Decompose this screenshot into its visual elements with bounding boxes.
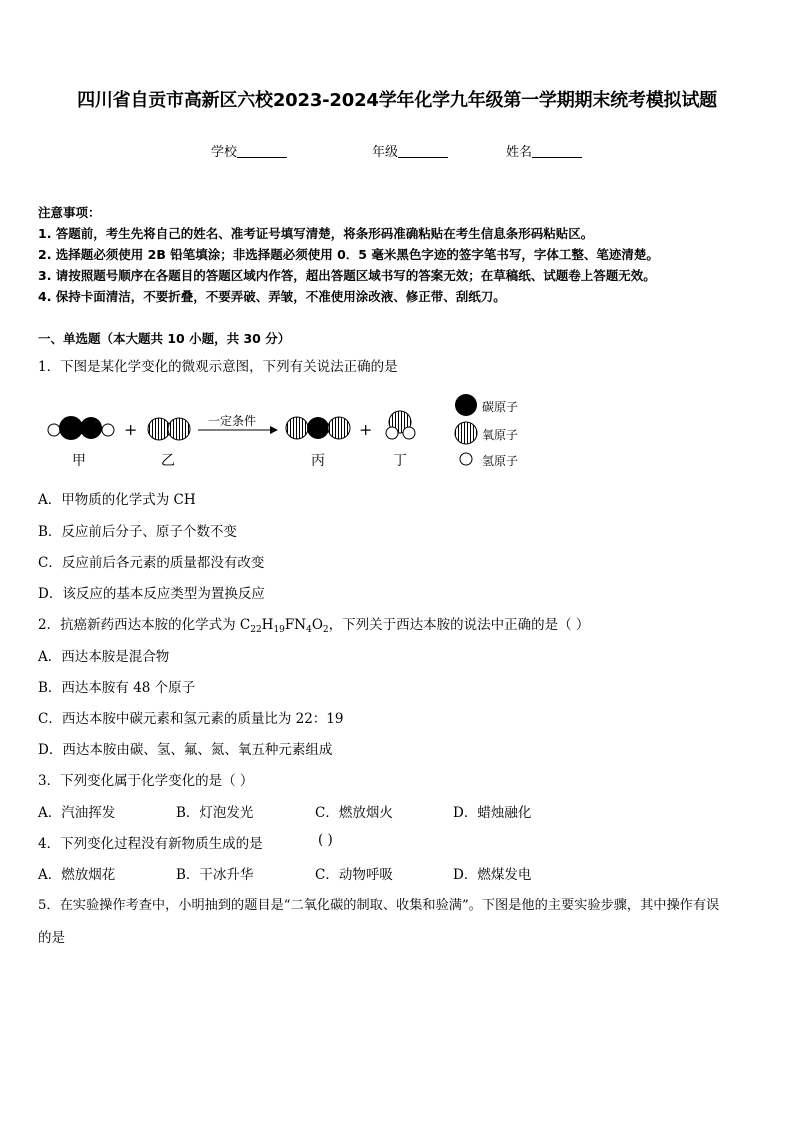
plus-sign-1: + <box>124 420 138 439</box>
q2-option-a: A．西达本胺是混合物 <box>38 649 170 665</box>
notes-heading: 注意事项： <box>38 205 101 220</box>
q2-option-d: D．西达本胺由碳、氢、氟、氮、氧五种元素组成 <box>38 742 333 758</box>
q2-stem-pre: 2．抗癌新药西达本胺的化学式为 C <box>38 617 251 633</box>
note-item: 3. 请按照题号顺序在各题目的答题区域内作答，超出答题区域书写的答案无效；在草稿纸、试题卷上答题无效。 <box>38 268 656 283</box>
grade-label: 年级 <box>372 145 399 160</box>
q3-option-c: C．燃放烟火 <box>315 805 393 821</box>
oxygen-legend-swatch <box>455 422 477 444</box>
formula-sub-h: 19 <box>273 625 285 635</box>
q1-option-d: D．该反应的基本反应类型为置换反应 <box>38 586 265 602</box>
formula-o: O <box>311 617 323 633</box>
formula-h: H <box>261 617 274 633</box>
legend-hydrogen: 氢原子 <box>482 454 519 468</box>
name-blank <box>532 145 582 158</box>
molecule-jia <box>48 416 114 440</box>
name-label: 姓名 <box>506 145 533 160</box>
q1-option-c: C．反应前后各元素的质量都没有改变 <box>38 555 265 571</box>
formula-fn: FN <box>284 617 307 633</box>
q4-option-d: D．燃煤发电 <box>453 867 532 883</box>
note-item: 4. 保持卡面清洁，不要折叠，不要弄破、弄皱，不准使用涂改液、修正带、刮纸刀。 <box>38 289 506 304</box>
grade-blank <box>398 145 448 158</box>
q3-option-a: A．汽油挥发 <box>38 805 116 821</box>
label-bing: 丙 <box>311 453 325 469</box>
q4-option-b: B．干冰升华 <box>176 867 254 883</box>
hydrogen-legend-swatch <box>460 453 472 465</box>
question-4-paren: ( ) <box>318 832 333 848</box>
q4-option-c: C．动物呼吸 <box>315 867 393 883</box>
school-blank <box>237 145 287 158</box>
question-5-stem-line2: 的是 <box>38 930 65 946</box>
question-5-stem-line1: 5．在实验操作考查中，小明抽到的题目是“二氧化碳的制取、收集和验满”。下图是他的主要实验步骤，其中操作有误 <box>38 898 720 913</box>
molecule-yi <box>148 418 190 440</box>
section-heading: 一、单选题（本大题共 10 小题，共 30 分） <box>38 331 291 346</box>
grade-field <box>372 141 448 160</box>
school-label: 学校 <box>211 145 238 160</box>
legend-carbon: 碳原子 <box>482 400 519 414</box>
q3-option-b: B．灯泡发光 <box>176 805 254 821</box>
note-item: 2. 选择题必须使用 2B 铅笔填涂；非选择题必须使用 0．5 毫米黑色字迹的签字笔书写，字体工整、笔迹清楚。 <box>38 247 659 262</box>
carbon-legend-swatch <box>455 394 477 416</box>
question-1-stem: 1．下图是某化学变化的微观示意图，下列有关说法正确的是 <box>38 359 398 375</box>
legend <box>455 394 477 465</box>
q3-option-d: D．蜡烛融化 <box>453 805 532 821</box>
q4-option-a: A．燃放烟花 <box>38 867 116 883</box>
question-4-stem: 4．下列变化过程没有新物质生成的是 <box>38 836 263 852</box>
q2-option-c: C．西达本胺中碳元素和氢元素的质量比为 22：19 <box>38 711 344 727</box>
note-item: 1. 答题前，考生先将自己的姓名、准考证号填写清楚，将条形码准确粘贴在考生信息条形码粘贴区。 <box>38 226 594 241</box>
formula-sub-n: 4 <box>306 625 312 635</box>
q2-stem-post: ，下列关于西达本胺的说法中正确的是（ ） <box>328 617 590 633</box>
legend-oxygen: 氧原子 <box>482 428 519 442</box>
formula-sub-c: 22 <box>250 625 262 635</box>
label-jia: 甲 <box>72 453 86 469</box>
reaction-condition: 一定条件 <box>208 414 257 428</box>
reaction-diagram <box>38 384 598 474</box>
label-ding: 丁 <box>393 453 407 469</box>
question-2-stem <box>38 613 589 633</box>
page-title: 四川省自贡市高新区六校2023-2024学年化学九年级第一学期期末统考模拟试题 <box>77 90 717 111</box>
name-field <box>506 141 582 160</box>
question-3-stem: 3．下列变化属于化学变化的是（ ） <box>38 773 254 789</box>
formula-sub-o: 2 <box>322 625 329 635</box>
q1-option-b: B．反应前后分子、原子个数不变 <box>38 524 237 540</box>
q2-option-b: B．西达本胺有 48 个原子 <box>38 680 196 696</box>
plus-sign-2: + <box>359 420 373 439</box>
school-field <box>211 141 287 160</box>
molecule-bing <box>286 417 350 439</box>
molecule-ding <box>386 411 415 439</box>
label-yi: 乙 <box>161 453 175 469</box>
q1-option-a: A．甲物质的化学式为 CH <box>38 492 196 508</box>
